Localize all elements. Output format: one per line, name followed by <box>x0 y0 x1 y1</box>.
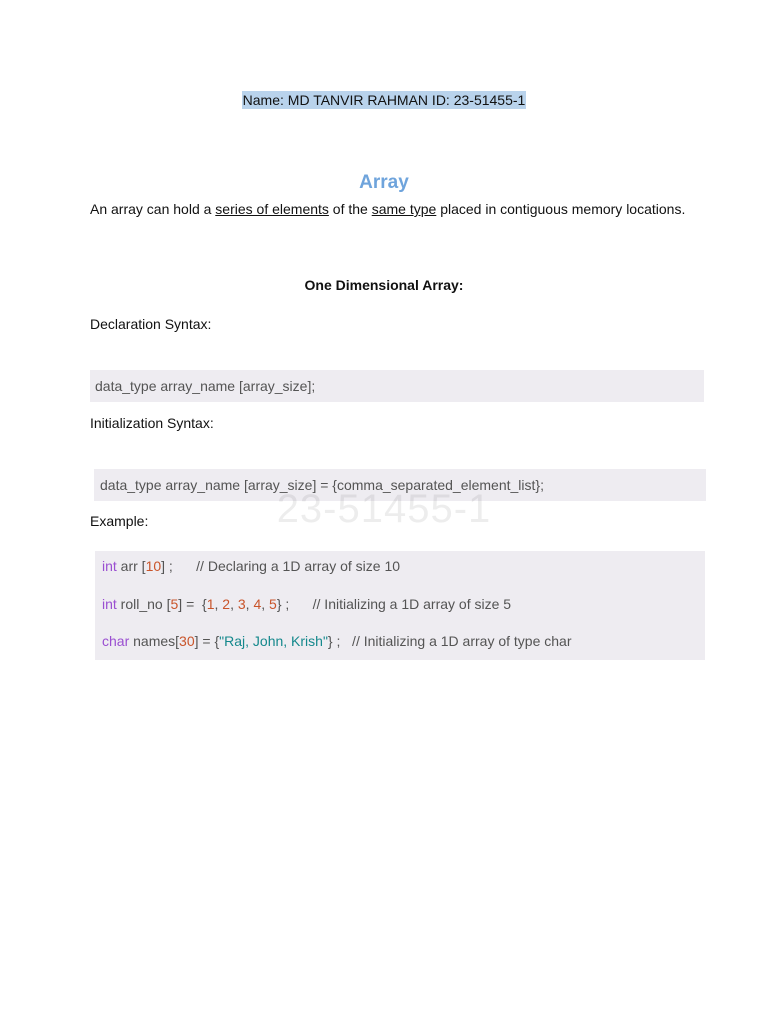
code-comment: // Declaring a 1D array of size 10 <box>172 558 401 574</box>
string-literal: "Raj, John, Krish" <box>219 633 328 649</box>
code-text: ] = { <box>194 633 220 649</box>
number-literal: 1 <box>206 596 215 612</box>
code-line-3 <box>102 633 572 649</box>
student-name-id <box>0 92 768 108</box>
number-literal: 4 <box>253 596 262 612</box>
number-literal: 10 <box>145 558 162 574</box>
number-literal: 2 <box>222 596 231 612</box>
initialization-code-block <box>94 469 706 501</box>
intro-paragraph <box>90 201 685 217</box>
code-line-2 <box>102 596 511 612</box>
highlighted-name-id-text: Name: MD TANVIR RAHMAN ID: 23-51455-1 <box>242 92 526 108</box>
code-text: names[ <box>129 633 180 649</box>
code-comment: // Initializing a 1D array of type char <box>340 633 572 649</box>
declaration-label: Declaration Syntax: <box>90 316 212 332</box>
code-text: , <box>245 596 254 612</box>
section-heading: One Dimensional Array: <box>304 277 464 293</box>
keyword-int: int <box>102 596 117 612</box>
number-literal: 5 <box>269 596 277 612</box>
declaration-code-block <box>90 370 704 402</box>
code-text: , <box>230 596 238 612</box>
code-text: ] = { <box>178 596 207 612</box>
declaration-code: data_type array_name [array_size]; <box>95 378 316 394</box>
keyword-char: char <box>102 633 130 649</box>
example-code-block <box>95 551 705 660</box>
page-title: Array <box>359 172 409 193</box>
number-literal: 5 <box>170 596 179 612</box>
number-literal: 3 <box>237 596 246 612</box>
initialization-code: data_type array_name [array_size] = {comma_separated_element_list}; <box>100 477 544 493</box>
intro-text-1: An array can hold a <box>90 201 216 217</box>
number-literal: 30 <box>179 633 195 649</box>
example-label: Example: <box>90 513 149 529</box>
code-text: roll_no [ <box>116 596 171 612</box>
code-text: , <box>261 596 270 612</box>
intro-text-2: of the <box>328 201 372 217</box>
intro-text-3: placed in contiguous memory locations. <box>436 201 686 217</box>
intro-underline-1: series of elements <box>215 201 329 217</box>
intro-underline-2: same type <box>371 201 437 217</box>
code-text: } ; <box>327 633 341 649</box>
code-text: arr [ <box>116 558 146 574</box>
code-comment: // Initializing a 1D array of size 5 <box>289 596 512 612</box>
code-text: , <box>214 596 223 612</box>
keyword-int: int <box>102 558 117 574</box>
code-text: ] ; <box>161 558 173 574</box>
initialization-label: Initialization Syntax: <box>90 415 214 431</box>
code-line-1 <box>102 558 400 574</box>
watermark: 23-51455-1 <box>276 487 492 531</box>
code-text: } ; <box>276 596 290 612</box>
